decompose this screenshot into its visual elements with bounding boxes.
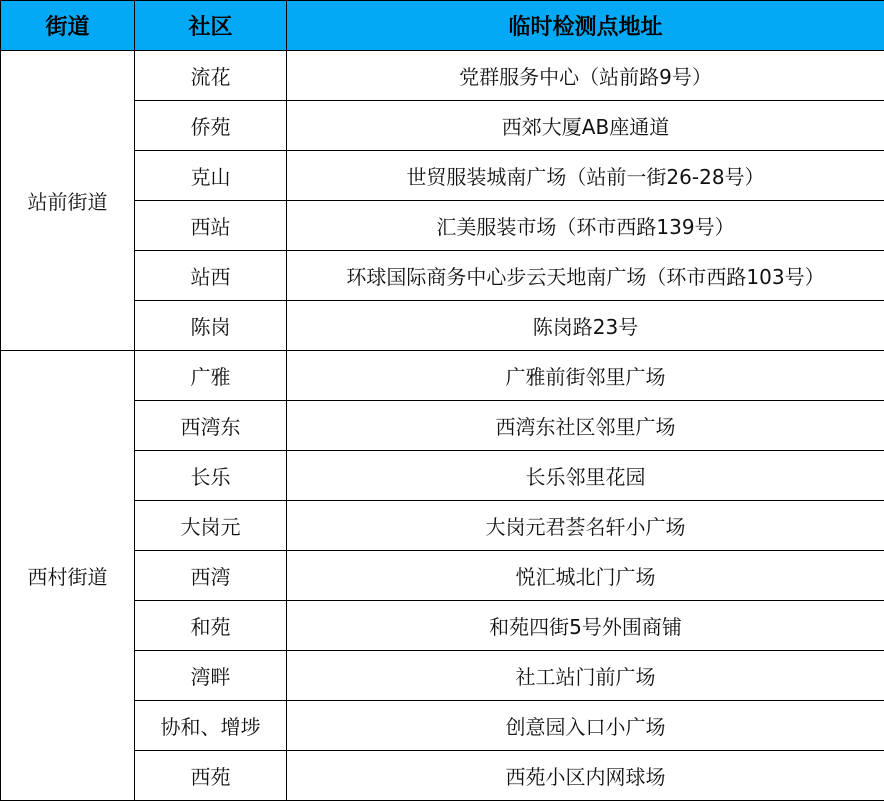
table-row xyxy=(1,51,884,101)
address-cell: 大岗元君荟名轩小广场 xyxy=(287,501,884,551)
address-cell: 长乐邻里花园 xyxy=(287,451,884,501)
address-cell: 西郊大厦AB座通道 xyxy=(287,101,884,151)
address-cell: 汇美服装市场（环市西路139号） xyxy=(287,201,884,251)
community-cell: 站西 xyxy=(135,251,287,301)
community-cell: 西站 xyxy=(135,201,287,251)
community-cell: 协和、增埗 xyxy=(135,701,287,751)
address-cell: 环球国际商务中心步云天地南广场（环市西路103号） xyxy=(287,251,884,301)
community-cell: 湾畔 xyxy=(135,651,287,701)
community-cell: 流花 xyxy=(135,51,287,101)
header-address: 临时检测点地址 xyxy=(287,1,884,51)
community-cell: 克山 xyxy=(135,151,287,201)
community-cell: 和苑 xyxy=(135,601,287,651)
address-cell: 陈岗路23号 xyxy=(287,301,884,351)
address-cell: 社工站门前广场 xyxy=(287,651,884,701)
address-cell: 悦汇城北门广场 xyxy=(287,551,884,601)
address-cell: 世贸服装城南广场（站前一街26-28号） xyxy=(287,151,884,201)
community-cell: 西湾 xyxy=(135,551,287,601)
street-cell: 站前街道 xyxy=(1,51,135,351)
header-row xyxy=(1,1,884,51)
header-street: 街道 xyxy=(1,1,135,51)
address-cell: 党群服务中心（站前路9号） xyxy=(287,51,884,101)
address-cell: 西苑小区内网球场 xyxy=(287,751,884,801)
address-cell: 西湾东社区邻里广场 xyxy=(287,401,884,451)
table-body xyxy=(1,51,884,801)
community-cell: 大岗元 xyxy=(135,501,287,551)
street-cell: 西村街道 xyxy=(1,351,135,801)
community-cell: 西湾东 xyxy=(135,401,287,451)
address-cell: 创意园入口小广场 xyxy=(287,701,884,751)
address-cell: 和苑四街5号外围商铺 xyxy=(287,601,884,651)
community-cell: 侨苑 xyxy=(135,101,287,151)
community-cell: 长乐 xyxy=(135,451,287,501)
community-cell: 广雅 xyxy=(135,351,287,401)
address-cell: 广雅前街邻里广场 xyxy=(287,351,884,401)
header-community: 社区 xyxy=(135,1,287,51)
community-cell: 陈岗 xyxy=(135,301,287,351)
table-row xyxy=(1,351,884,401)
community-cell: 西苑 xyxy=(135,751,287,801)
